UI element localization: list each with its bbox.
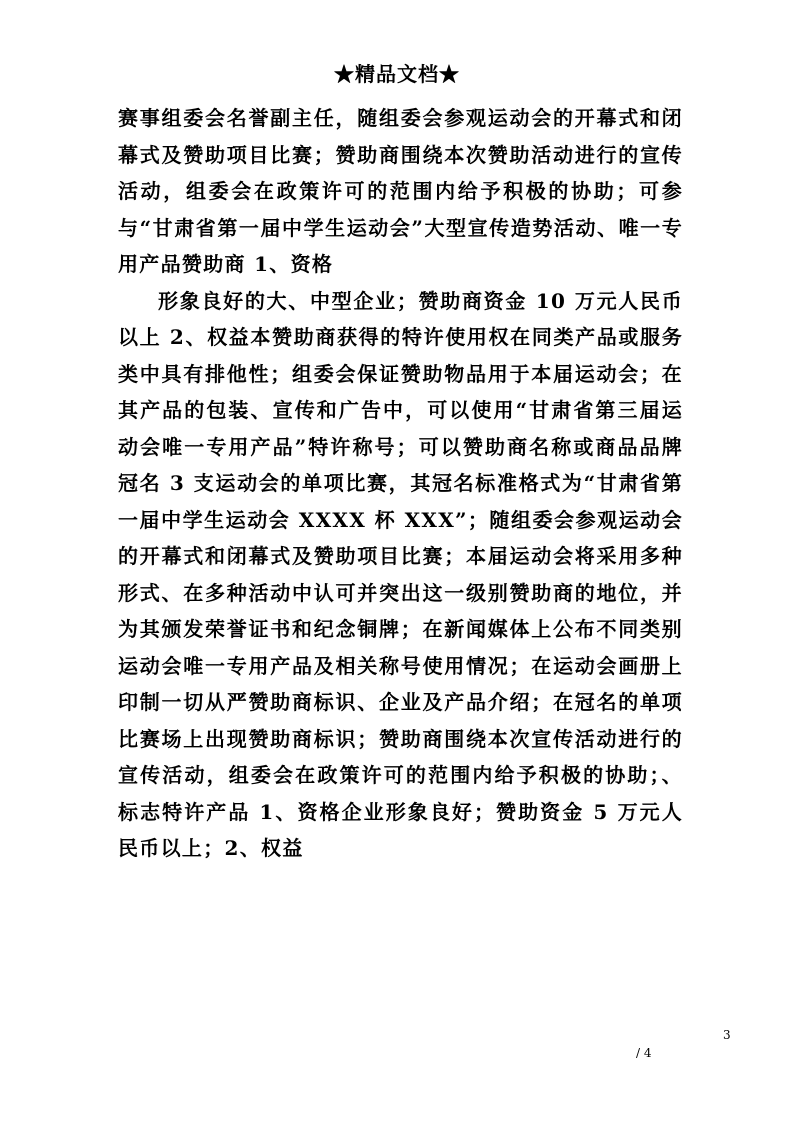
paragraph-2: 形象良好的大、中型企业；赞助商资金 10 万元人民币以上 2、权益本赞助商获得的特许使用权在同类产品或服务类中具有排他性；组委会保证赞助物品用于本届运动会；在其产品的包装、宣传和广告中，可以使用“甘肃省第三届运动会唯一专用产品”特许称号；可以赞助商名称或商品品牌冠名 3 支运动会的单项比赛，其冠名标准格式为“甘肃省第一届中学生运动会 XXXX 杯 XXX”；随组委会参观运动会的开幕式和闭幕式及赞助项目比赛；本届运动会将采用多种形式、在多种活动中认可并突出这一级别赞助商的地位，并为其颁发荣誉证书和纪念铜牌；在新闻媒体上公布不同类别运动会唯一专用产品及相关称号使用情况；在运动会画册上印制一切从严赞助商标识、企业及产品介绍；在冠名的单项比赛场上出现赞助商标识；赞助商围绕本次宣传活动进行的宣传活动，组委会在政策许可的范围内给予积极的协助；、标志特许产品 1、资格企业形象良好；赞助资金 5 万元人民币以上；2、权益	[118, 288, 683, 860]
document-body	[118, 100, 683, 867]
paragraph-1: 赛事组委会名誉副主任，随组委会参观运动会的开幕式和闭幕式及赞助项目比赛；赞助商围绕本次赞助活动进行的宣传活动，组委会在政策许可的范围内给予积极的协助；可参与“甘肃省第一届中学生运动会”大型宣传造势活动、唯一专用产品赞助商 1、资格	[118, 106, 683, 276]
page-number: 3	[723, 1028, 731, 1042]
document-header: ★精品文档★	[334, 62, 460, 86]
page-total: / 4	[636, 1046, 652, 1060]
